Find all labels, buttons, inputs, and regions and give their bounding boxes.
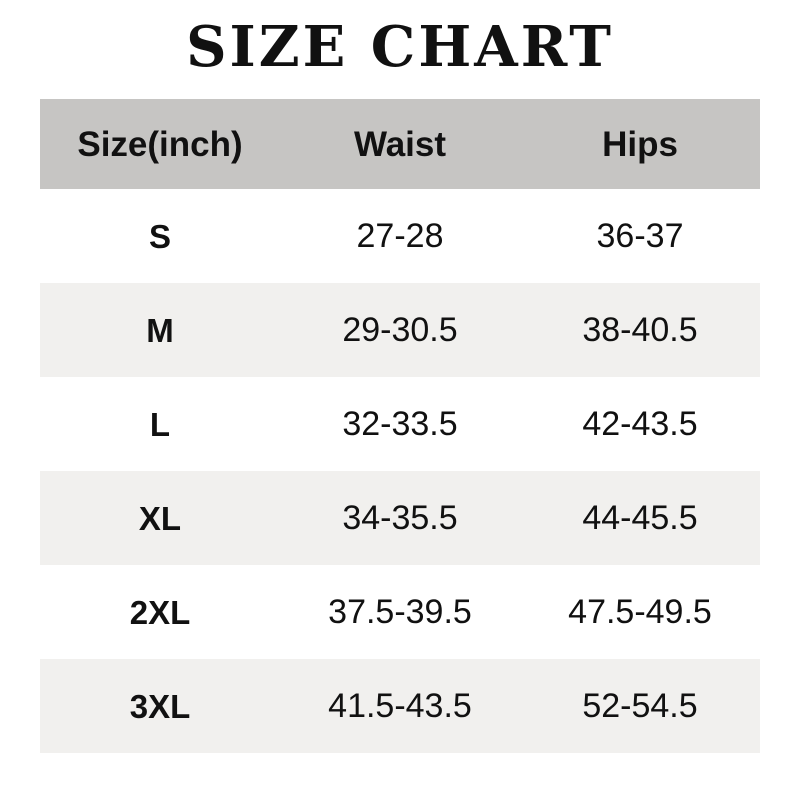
hips-value: 47.5-49.5 [568, 593, 712, 632]
hips-value: 52-54.5 [582, 687, 698, 726]
waist-value: 27-28 [356, 217, 444, 256]
header-size-inch: Size(inch) [77, 124, 243, 164]
size-label: M [146, 311, 174, 349]
table-row-3xl [40, 659, 760, 753]
table-row-2xl [40, 565, 760, 659]
size-label: L [149, 405, 171, 443]
table-row-l [40, 377, 760, 471]
size-label: 3XL [129, 687, 191, 725]
waist-value: 41.5-43.5 [328, 687, 472, 726]
table-header-row [40, 99, 760, 189]
hips-value: 36-37 [596, 217, 684, 256]
waist-value: 32-33.5 [342, 405, 458, 444]
table-row-s [40, 189, 760, 283]
table-row-xl [40, 471, 760, 565]
table-row-m [40, 283, 760, 377]
header-hips: Hips [602, 124, 678, 164]
waist-value: 37.5-39.5 [328, 593, 472, 632]
size-table [40, 99, 760, 753]
size-label: XL [138, 499, 182, 537]
size-chart-page [0, 14, 800, 800]
size-label: 2XL [129, 593, 191, 631]
hips-value: 38-40.5 [582, 311, 698, 350]
hips-value: 44-45.5 [582, 499, 698, 538]
waist-value: 34-35.5 [342, 499, 458, 538]
header-waist: Waist [353, 124, 447, 164]
waist-value: 29-30.5 [342, 311, 458, 350]
hips-value: 42-43.5 [582, 405, 698, 444]
page-title: SIZE CHART [186, 14, 614, 80]
size-label: S [148, 217, 171, 255]
